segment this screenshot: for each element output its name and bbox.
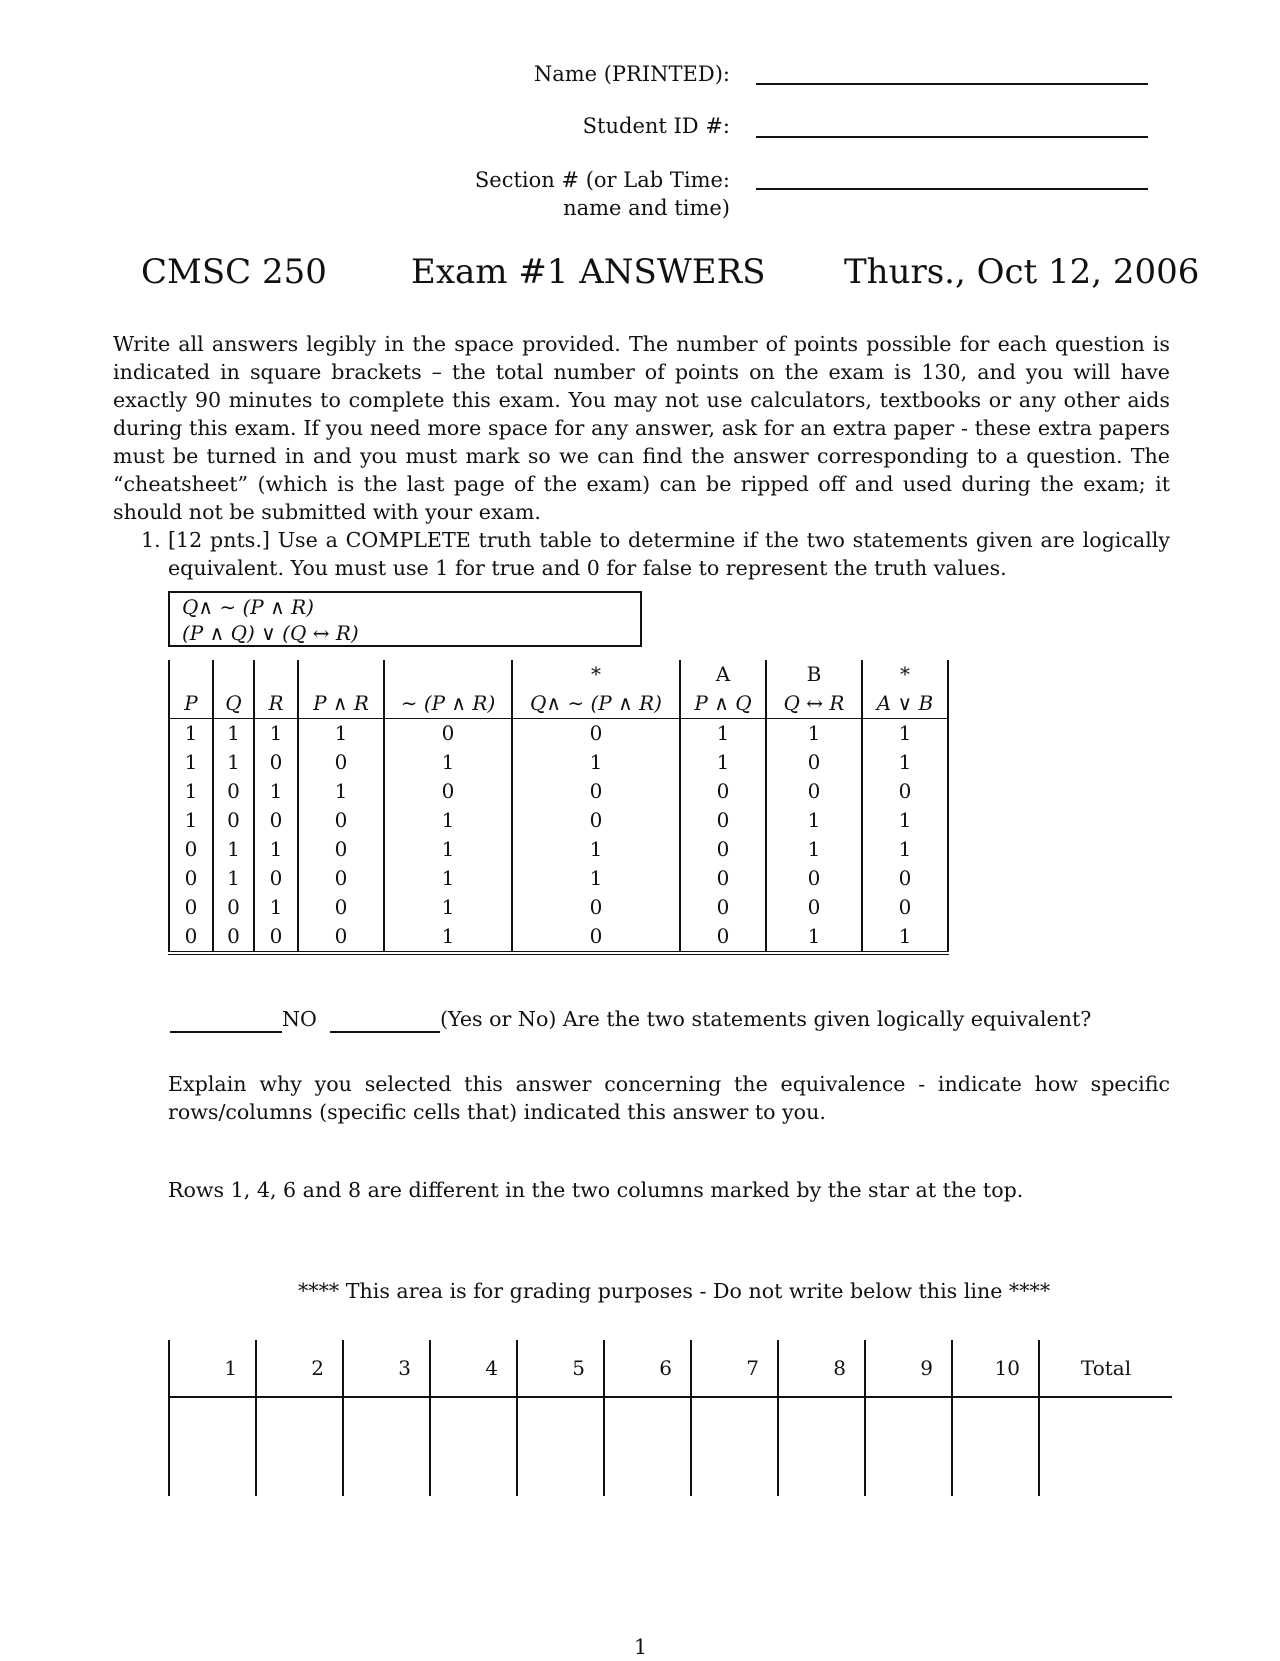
table-header-row-cell: R — [254, 689, 298, 719]
table-row-cell: 1 — [384, 806, 512, 835]
table-row-cell: 1 — [298, 719, 384, 749]
table-row-cell: 1 — [384, 835, 512, 864]
table-tag-row-cell: * — [512, 660, 680, 689]
table-row-cell: 0 — [254, 922, 298, 953]
table-row-cell: 0 — [512, 893, 680, 922]
table-row-cell: 1 — [512, 835, 680, 864]
statement-1: Q∧ ∼ (P ∧ R) — [182, 595, 314, 619]
grading-column-label: Total — [1039, 1340, 1172, 1397]
table-row-cell: 0 — [862, 864, 948, 893]
table-tag-row — [169, 660, 948, 689]
table-header-row — [169, 689, 948, 719]
table-row-cell: 1 — [766, 835, 862, 864]
instructions: Write all answers legibly in the space provided. The number of points possible for each question is indicated in square brackets – the total number of points on the exam is 130, and you will have exactly 90 minutes to complete this exam. You may not use calculators, textbooks or any other aids during this exam. If you need more space for any answer, ask for an extra paper - these extra papers must be turned in and you must mark so we can find the answer corresponding to a question. The “cheatsheet” (which is the last page of the exam) can be ripped off and used during the exam; it should not be submitted with your exam. — [113, 332, 1170, 524]
grading-score-cell[interactable] — [952, 1397, 1039, 1496]
table-row-cell: 0 — [169, 893, 213, 922]
table-row-cell: 0 — [213, 893, 254, 922]
table-row-cell: 0 — [298, 893, 384, 922]
table-row — [169, 835, 948, 864]
table-row-cell: 1 — [254, 719, 298, 749]
table-tag-row-cell — [213, 660, 254, 689]
table-row-cell: 0 — [384, 777, 512, 806]
grading-column-label: 1 — [169, 1340, 256, 1397]
grading-score-cell[interactable] — [1039, 1397, 1172, 1496]
grading-score-cell[interactable] — [169, 1397, 256, 1496]
explain-prompt: Explain why you selected this answer concerning the equivalence - indicate how specific rows/columns (specific cells that) indicated this answer to you. — [168, 1072, 1170, 1124]
table-row-cell: 0 — [254, 748, 298, 777]
table-row-cell: 1 — [213, 835, 254, 864]
table-row-cell: 1 — [862, 806, 948, 835]
table-tag-row-cell — [254, 660, 298, 689]
student-id-label: Student ID #: — [582, 114, 730, 138]
table-tag-row-cell: A — [680, 660, 766, 689]
table-row-cell: 0 — [512, 922, 680, 953]
table-row — [169, 806, 948, 835]
grading-score-cell[interactable] — [343, 1397, 430, 1496]
table-header-row-cell: Q — [213, 689, 254, 719]
grading-table — [168, 1340, 1172, 1496]
table-row-cell: 0 — [862, 893, 948, 922]
table-row-cell: 1 — [680, 719, 766, 749]
table-row — [169, 922, 948, 953]
table-row-cell: 0 — [512, 719, 680, 749]
table-row-cell: 0 — [862, 777, 948, 806]
exam-title: Exam #1 ANSWERS — [411, 252, 766, 292]
statements-box — [168, 591, 642, 647]
student-id-field[interactable] — [756, 136, 1148, 138]
exam-date: Thurs., Oct 12, 2006 — [844, 252, 1200, 292]
table-row-cell: 0 — [169, 864, 213, 893]
table-row-cell: 0 — [298, 748, 384, 777]
table-row-cell: 1 — [254, 835, 298, 864]
table-header-row-cell: A ∨ B — [862, 689, 948, 719]
table-row-cell: 1 — [213, 719, 254, 749]
grading-column-label: 8 — [778, 1340, 865, 1397]
table-row-cell: 1 — [213, 864, 254, 893]
grading-score-cell[interactable] — [604, 1397, 691, 1496]
table-row-cell: 1 — [254, 777, 298, 806]
table-row — [169, 719, 948, 749]
table-header-row-cell: Q ↔ R — [766, 689, 862, 719]
grading-score-cell[interactable] — [517, 1397, 604, 1496]
table-row-cell: 0 — [169, 922, 213, 953]
name-field[interactable] — [756, 83, 1148, 85]
statement-2: (P ∧ Q) ∨ (Q ↔ R) — [182, 621, 359, 645]
grading-column-label: 9 — [865, 1340, 952, 1397]
table-row-cell: 0 — [298, 864, 384, 893]
grading-column-label: 5 — [517, 1340, 604, 1397]
table-row-cell: 1 — [169, 719, 213, 749]
table-row-cell: 1 — [766, 806, 862, 835]
answer-value[interactable]: NO — [282, 1007, 317, 1031]
grading-score-cell[interactable] — [778, 1397, 865, 1496]
table-tag-row-cell — [298, 660, 384, 689]
table-row-cell: 1 — [766, 922, 862, 953]
table-row-cell: 0 — [680, 835, 766, 864]
page-number: 1 — [634, 1635, 648, 1659]
table-row-cell: 1 — [384, 922, 512, 953]
table-row — [169, 777, 948, 806]
table-tag-row-cell — [169, 660, 213, 689]
table-row-cell: 0 — [680, 806, 766, 835]
course-title: CMSC 250 — [141, 252, 327, 292]
table-row-cell: 0 — [766, 777, 862, 806]
grading-column-label: 7 — [691, 1340, 778, 1397]
table-row — [169, 748, 948, 777]
table-row-cell: 0 — [680, 864, 766, 893]
table-row-cell: 0 — [512, 806, 680, 835]
table-row-cell: 0 — [298, 806, 384, 835]
table-row-cell: 1 — [254, 893, 298, 922]
table-row-cell: 1 — [512, 864, 680, 893]
grading-score-cell[interactable] — [865, 1397, 952, 1496]
section-label-cont: name and time) — [563, 196, 730, 220]
table-row-cell: 0 — [254, 806, 298, 835]
table-tag-row-cell: * — [862, 660, 948, 689]
section-label: Section # (or Lab Time: — [474, 168, 730, 192]
grading-column-label: 2 — [256, 1340, 343, 1397]
table-row-cell: 0 — [254, 864, 298, 893]
table-row-cell: 1 — [213, 748, 254, 777]
answer-prompt: (Yes or No) Are the two statements given logically equivalent? — [440, 1007, 1092, 1031]
table-row-cell: 1 — [680, 748, 766, 777]
grading-column-label: 3 — [343, 1340, 430, 1397]
grading-score-cell[interactable] — [430, 1397, 517, 1496]
table-header-row-cell: ∼ (P ∧ R) — [384, 689, 512, 719]
question-text: [12 pnts.] Use a COMPLETE truth table to determine if the two statements given are logically equivalent. You must use 1 for true and 0 for false to represent the truth values. — [168, 528, 1170, 580]
table-header-row-cell: P — [169, 689, 213, 719]
table-row-cell: 0 — [384, 719, 512, 749]
table-row-cell: 0 — [213, 806, 254, 835]
table-row-cell: 1 — [862, 719, 948, 749]
explanation: Rows 1, 4, 6 and 8 are different in the two columns marked by the star at the top. — [168, 1178, 1024, 1202]
table-row-cell: 0 — [512, 777, 680, 806]
table-row-cell: 0 — [766, 893, 862, 922]
table-tag-row-cell: B — [766, 660, 862, 689]
table-row-cell: 1 — [862, 922, 948, 953]
table-row-cell: 1 — [384, 748, 512, 777]
table-row-cell: 0 — [680, 777, 766, 806]
table-row-cell: 0 — [213, 777, 254, 806]
grading-column-label: 10 — [952, 1340, 1039, 1397]
table-row — [169, 864, 948, 893]
table-tag-row-cell — [384, 660, 512, 689]
table-row-cell: 1 — [862, 748, 948, 777]
table-row-cell: 1 — [298, 777, 384, 806]
table-header-row-cell: P ∧ R — [298, 689, 384, 719]
grading-note: **** This area is for grading purposes - Do not write below this line **** — [298, 1279, 1051, 1303]
table-row-cell: 1 — [862, 835, 948, 864]
grading-score-cell[interactable] — [691, 1397, 778, 1496]
table-row-cell: 0 — [766, 748, 862, 777]
table-row-cell: 0 — [298, 835, 384, 864]
section-field[interactable] — [756, 188, 1148, 190]
table-header-row-cell: Q∧ ∼ (P ∧ R) — [512, 689, 680, 719]
grading-column-label: 4 — [430, 1340, 517, 1397]
table-row-cell: 0 — [298, 922, 384, 953]
table-row-cell: 0 — [680, 922, 766, 953]
answer-line-right — [330, 1031, 440, 1033]
truth-table — [168, 660, 949, 955]
question-number: 1. — [141, 528, 161, 552]
name-label: Name (PRINTED): — [533, 62, 730, 86]
table-row-cell: 1 — [384, 893, 512, 922]
table-row-cell: 1 — [766, 719, 862, 749]
table-row-cell: 0 — [169, 835, 213, 864]
table-row-cell: 0 — [766, 864, 862, 893]
table-row-cell: 1 — [384, 864, 512, 893]
table-row — [169, 893, 948, 922]
table-row-cell: 1 — [169, 777, 213, 806]
grading-score-cell[interactable] — [256, 1397, 343, 1496]
answer-line-left — [170, 1031, 282, 1033]
table-row-cell: 1 — [169, 748, 213, 777]
table-row-cell: 0 — [213, 922, 254, 953]
table-row-cell: 1 — [169, 806, 213, 835]
table-header-row-cell: P ∧ Q — [680, 689, 766, 719]
grading-column-label: 6 — [604, 1340, 691, 1397]
table-row-cell: 1 — [512, 748, 680, 777]
table-row-cell: 0 — [680, 893, 766, 922]
